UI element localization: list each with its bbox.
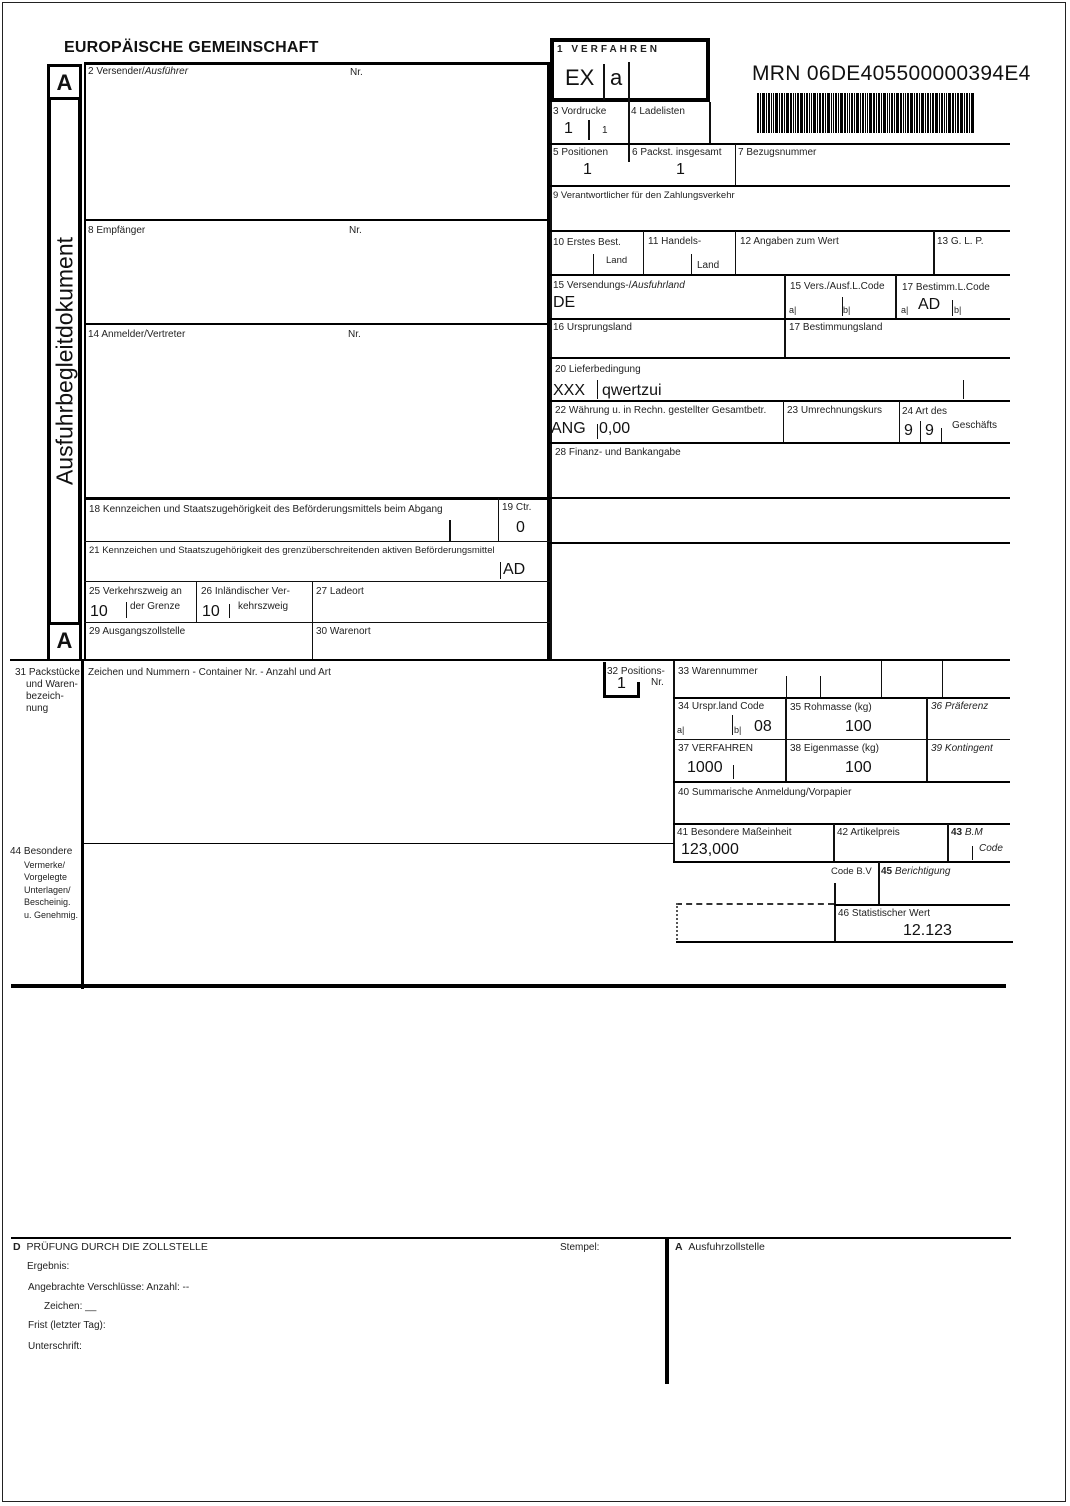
box22-currency: ANG bbox=[551, 420, 586, 437]
box1-value-b: a bbox=[610, 65, 623, 90]
box14-nr-label: Nr. bbox=[348, 329, 361, 340]
box3-value-b: 1 bbox=[602, 125, 608, 136]
box17code-label: 17 Bestimm.L.Code bbox=[902, 282, 990, 293]
box34-a: a| bbox=[677, 725, 685, 735]
box5-label: 5 Positionen bbox=[553, 147, 609, 158]
box16-label: 16 Ursprungsland bbox=[553, 322, 632, 333]
box32-label: 32 Positions- bbox=[607, 666, 665, 677]
signature-label: Unterschrift: bbox=[28, 1341, 82, 1352]
box10-sub: Land bbox=[606, 255, 628, 266]
box46-label: 46 Statistischer Wert bbox=[838, 908, 931, 919]
box37-label: 37 VERFAHREN bbox=[678, 743, 754, 754]
box6-label: 6 Packst. insgesamt bbox=[632, 147, 722, 158]
box19-value: 0 bbox=[516, 519, 525, 536]
box15code-label: 15 Vers./Ausf.L.Code bbox=[790, 281, 885, 292]
box22-label: 22 Währung u. in Rechn. gestellter Gesamtbetr. bbox=[555, 405, 767, 416]
box17code-value: AD bbox=[918, 296, 941, 313]
box2-nr-label: Nr. bbox=[350, 67, 363, 78]
section-d-title: D PRÜFUNG DURCH DIE ZOLLSTELLE bbox=[13, 1241, 208, 1253]
box35-value: 100 bbox=[845, 718, 872, 735]
box39-label: 39 Kontingent bbox=[931, 743, 993, 754]
box25-sub: der Grenze bbox=[130, 601, 181, 612]
seals-count-label: Angebrachte Verschlüsse: Anzahl: -- bbox=[28, 1282, 190, 1293]
box3-value-a: 1 bbox=[564, 120, 573, 137]
box11-sub: Land bbox=[697, 260, 720, 271]
vertical-title: Ausfuhrbegleitdokument bbox=[51, 236, 77, 486]
box28-label: 28 Finanz- und Bankangabe bbox=[555, 447, 681, 458]
box12-label: 12 Angaben zum Wert bbox=[740, 236, 839, 247]
box1-label: 1 VERFAHREN bbox=[557, 44, 661, 55]
box18-label: 18 Kennzeichen und Staatszugehörigkeit des Beförderungsmittels beim Abgang bbox=[89, 504, 443, 515]
box5-value: 1 bbox=[583, 161, 592, 178]
deadline-label: Frist (letzter Tag): bbox=[28, 1320, 106, 1331]
box45-label: 45 Berichtigung bbox=[881, 866, 951, 877]
box22-amount: 0,00 bbox=[599, 420, 631, 437]
box17-label: 17 Bestimmungsland bbox=[789, 322, 883, 333]
box41-value: 123,000 bbox=[681, 841, 739, 858]
box34-b: b| bbox=[734, 725, 742, 735]
copy-letter-bottom: A bbox=[47, 622, 82, 660]
box38-value: 100 bbox=[845, 759, 872, 776]
box43-sub: Code bbox=[979, 843, 1003, 854]
box36-label: 36 Präferenz bbox=[931, 701, 989, 712]
box24-label: 24 Art des bbox=[902, 406, 948, 417]
box15-label: 15 Versendungs-/Ausfuhrland bbox=[553, 280, 685, 291]
vertical-band bbox=[47, 100, 82, 622]
box21-label: 21 Kennzeichen und Staatszugehörigkeit des grenzüberschreitenden aktiven Beförderungsmittel bbox=[89, 545, 495, 556]
box6-value: 1 bbox=[676, 161, 685, 178]
box34-label: 34 Urspr.land Code bbox=[678, 701, 765, 712]
box45-code-label: Code B.V bbox=[831, 866, 872, 877]
box3-label: 3 Vordrucke bbox=[553, 106, 607, 117]
box34-value: 08 bbox=[754, 718, 772, 735]
box17code-b: b| bbox=[954, 305, 962, 315]
box25-value: 10 bbox=[90, 603, 108, 620]
box9-label: 9 Verantwortlicher für den Zahlungsverkehr bbox=[553, 190, 735, 201]
box8-label: 8 Empfänger bbox=[88, 225, 146, 236]
box27-label: 27 Ladeort bbox=[316, 586, 364, 597]
box32-sub: Nr. bbox=[651, 677, 664, 688]
reference-number-field[interactable] bbox=[738, 160, 1006, 182]
form-title: EUROPÄISCHE GEMEINSCHAFT bbox=[64, 39, 319, 56]
box14-label: 14 Anmelder/Vertreter bbox=[88, 329, 186, 340]
consignee-field[interactable] bbox=[88, 240, 543, 320]
box43-label: 43 B.M bbox=[951, 827, 983, 838]
box38-label: 38 Eigenmasse (kg) bbox=[790, 743, 879, 754]
box32-value: 1 bbox=[617, 675, 626, 692]
box20-label: 20 Lieferbedingung bbox=[555, 364, 641, 375]
goods-description-field[interactable] bbox=[88, 682, 588, 837]
box46-value: 12.123 bbox=[903, 922, 952, 939]
box15code-a: a| bbox=[789, 305, 797, 315]
box42-label: 42 Artikelpreis bbox=[837, 827, 900, 838]
special-remarks-field[interactable] bbox=[88, 848, 668, 978]
box1-value-a: EX bbox=[565, 65, 595, 90]
box35-label: 35 Rohmasse (kg) bbox=[790, 702, 872, 713]
seals-marks-label: Zeichen: __ bbox=[44, 1301, 97, 1312]
box31-label: 31 Packstücke und Waren- bezeich- nung bbox=[14, 667, 80, 714]
box37-value: 1000 bbox=[687, 759, 723, 776]
box11-label: 11 Handels- bbox=[648, 236, 702, 247]
copy-letter-top: A bbox=[47, 64, 82, 100]
box26-sub: kehrszweig bbox=[238, 601, 289, 612]
box17code-a: a| bbox=[901, 305, 909, 315]
box15code-b: b| bbox=[843, 305, 851, 315]
mrn-barcode bbox=[757, 93, 1035, 133]
box31-header: Zeichen und Nummern - Container Nr. - Anzahl und Art bbox=[88, 667, 331, 678]
box29-label: 29 Ausgangszollstelle bbox=[89, 626, 186, 637]
box26-value: 10 bbox=[202, 603, 220, 620]
box41-label: 41 Besondere Maßeinheit bbox=[677, 827, 792, 838]
box24-value-b: 9 bbox=[925, 422, 934, 439]
box33-label: 33 Warennummer bbox=[678, 666, 758, 677]
mrn-number: MRN 06DE405500000394E4 bbox=[752, 62, 1031, 85]
box20-value-a: XXX bbox=[553, 382, 586, 399]
export-office-label: A Ausfuhrzollstelle bbox=[675, 1241, 765, 1253]
box30-label: 30 Warenort bbox=[316, 626, 371, 637]
stamp-label: Stempel: bbox=[560, 1242, 600, 1253]
exporter-field[interactable] bbox=[88, 80, 518, 215]
box44-label: 44 Besondere Vermerke/ Vorgelegte Unterlagen/ Bescheinig. u. Genehmig. bbox=[10, 846, 79, 920]
box13-label: 13 G. L. P. bbox=[937, 236, 984, 247]
box10-label: 10 Erstes Best. bbox=[553, 237, 621, 248]
box25-label: 25 Verkehrszweig an bbox=[89, 586, 182, 597]
box7-label: 7 Bezugsnummer bbox=[738, 147, 817, 158]
box40-label: 40 Summarische Anmeldung/Vorpapier bbox=[678, 787, 852, 798]
box4-label: 4 Ladelisten bbox=[631, 106, 685, 117]
box8-nr-label: Nr. bbox=[349, 225, 362, 236]
box24-sub: Geschäfts bbox=[952, 420, 998, 431]
box19-label: 19 Ctr. bbox=[502, 502, 532, 513]
box26-label: 26 Inländischer Ver- bbox=[201, 586, 290, 597]
box21-value: AD bbox=[503, 561, 526, 578]
box23-label: 23 Umrechnungskurs bbox=[787, 405, 883, 416]
box2-label: 2 Versender/Ausführer bbox=[88, 66, 189, 77]
result-label: Ergebnis: bbox=[27, 1261, 70, 1272]
declarant-field[interactable] bbox=[88, 344, 543, 494]
box20-value-b: qwertzui bbox=[602, 382, 662, 399]
box15-value: DE bbox=[553, 294, 576, 311]
box24-value-a: 9 bbox=[904, 422, 913, 439]
